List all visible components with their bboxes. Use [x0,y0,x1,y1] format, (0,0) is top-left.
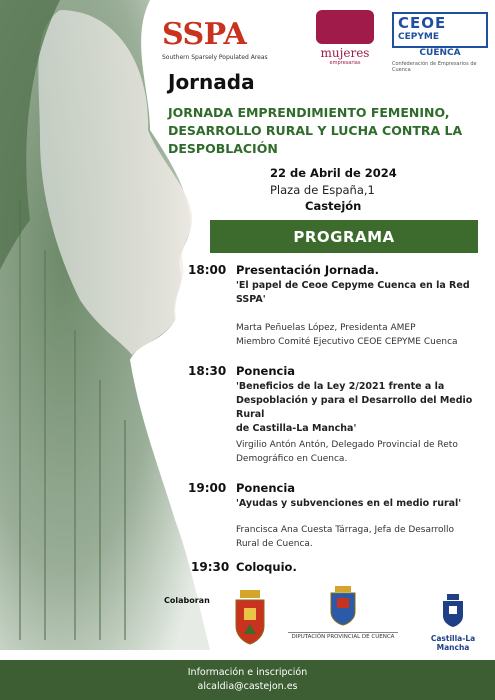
event-subtitle: JORNADA EMPRENDIMIENTO FEMENINO, DESARROLLO RURAL Y LUCHA CONTRA LA DESPOBLACIÓN [168,105,463,156]
castejon-coat-of-arms [232,590,268,650]
diputacion-cuenca-logo: DIPUTACIÓN PROVINCIAL DE CUENCA [288,586,398,640]
mujeres-logo-mark [316,10,374,44]
diputacion-crest-icon [328,586,358,626]
sspa-logo: SSPA Southern Sparsely Populated Areas [162,17,268,61]
ceoe-cepyme-logo: CEOE CEPYME CUENCA Confederación de Empresarios de Cuenca [392,12,488,68]
event-place: Plaza de España,1 [270,183,375,197]
program-banner: PROGRAMA [210,220,478,253]
event-date: 22 de Abril de 2024 [270,166,397,180]
mujeres-empresarias-logo: mujeres empresarias [310,10,380,70]
castilla-la-mancha-logo: Castilla-La Mancha [416,594,490,652]
footer-contact: Información e inscripción alcaldia@castejon.es [0,660,495,700]
ceoe-logo-box: CEOE CEPYME [392,12,488,48]
event-town: Castejón [305,199,362,213]
partner-logos [160,10,490,73]
collaborators-label: Colaboran [164,596,210,605]
contact-email-link[interactable]: alcaldia@castejon.es [197,681,298,692]
background-illustration [0,0,260,650]
castilla-la-mancha-crest-icon [441,594,465,628]
page-title: Jornada [168,70,255,94]
